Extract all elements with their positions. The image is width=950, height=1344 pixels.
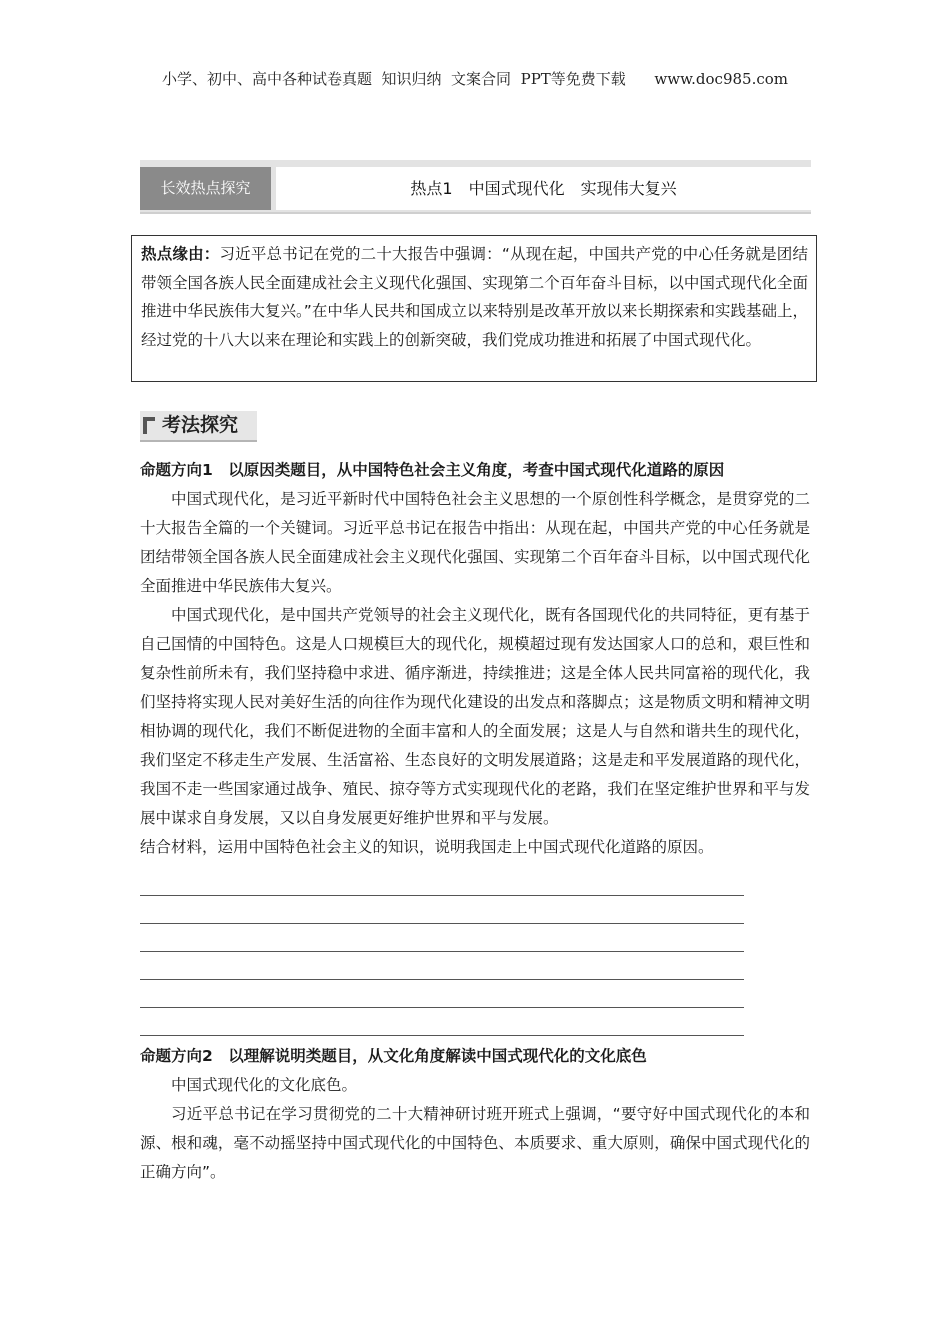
answer-line [140, 980, 744, 1008]
answer-line [140, 868, 744, 896]
answer-line [140, 896, 744, 924]
section-title-label: 考法探究 [162, 414, 239, 436]
banner-tag: 长效热点探究 [140, 167, 271, 210]
hot-origin-text: 习近平总书记在党的二十大报告中强调：“从现在起，中国共产党的中心任务就是团结带领全国各族人民全面建成社会主义现代化强国、实现第二个百年奋斗目标，以中国式现代化全面推进中华民族伟大复兴。”在中华人民共和国成立以来特别是改革开放以来长期探索和实践基础上，经过党的十八大以来在理论和实践上的创新突破，我们党成功推进和拓展了中国式现代化。 [141, 245, 808, 349]
direction1-paragraph-2: 中国式现代化，是中国共产党领导的社会主义现代化，既有各国现代化的共同特征，更有基于自己国情的中国特色。这是人口规模巨大的现代化，规模超过现有发达国家人口的总和，艰巨性和复杂性前所未有，我们坚持稳中求进、循序渐进，持续推进；这是全体人民共同富裕的现代化，我们坚持将实现人民对美好生活的向往作为现代化建设的出发点和落脚点；这是物质文明和精神文明相协调的现代化，我们不断促进物的全面丰富和人的全面发展；这是人与自然和谐共生的现代化，我们坚定不移走生产发展、生活富裕、生态良好的文明发展道路；这是走和平发展道路的现代化，我国不走一些国家通过战争、殖民、掠夺等方式实现现代化的老路，我们在坚定维护世界和平与发展中谋求自身发展，又以自身发展更好维护世界和平与发展。 [140, 606, 810, 827]
answer-line [140, 924, 744, 952]
answer-area[interactable] [140, 868, 810, 1036]
direction1-question: 结合材料，运用中国特色社会主义的知识，说明我国走上中国式现代化道路的原因。 [140, 838, 714, 856]
direction1-heading: 命题方向1 以原因类题目，从中国特色社会主义角度，考查中国式现代化道路的原因 [140, 461, 725, 479]
hot-origin-box [131, 235, 817, 382]
corner-bracket-icon [143, 417, 155, 434]
direction2-heading: 命题方向2 以理解说明类题目，从文化角度解读中国式现代化的文化底色 [140, 1047, 647, 1065]
direction2-paragraph-1: 中国式现代化的文化底色。 [171, 1076, 358, 1094]
page-header [0, 68, 950, 89]
banner-title: 热点1 中国式现代化 实现伟大复兴 [276, 167, 811, 210]
hot-origin-lead: 热点缘由： [141, 245, 220, 263]
direction2-paragraph-2: 习近平总书记在学习贯彻党的二十大精神研讨班开班式上强调，“要守好中国式现代化的本和源、根和魂，毫不动摇坚持中国式现代化的中国特色、本质要求、重大原则，确保中国式现代化的正确方向”。 [140, 1105, 810, 1181]
direction1-paragraph-1: 中国式现代化，是习近平新时代中国特色社会主义思想的一个原创性科学概念，是贯穿党的二十大报告全篇的一个关键词。习近平总书记在报告中指出：从现在起，中国共产党的中心任务就是团结带领全国各族人民全面建成社会主义现代化强国、实现第二个百年奋斗目标，以中国式现代化全面推进中华民族伟大复兴。 [140, 490, 810, 595]
answer-line [140, 952, 744, 980]
section-title [140, 411, 257, 442]
header-text: 小学、初中、高中各种试卷真题 知识归纳 文案合同 PPT等免费下载 [161, 70, 626, 88]
header-site: www.doc985.com [654, 70, 788, 88]
answer-line [140, 1008, 744, 1036]
main-content [140, 456, 810, 1187]
